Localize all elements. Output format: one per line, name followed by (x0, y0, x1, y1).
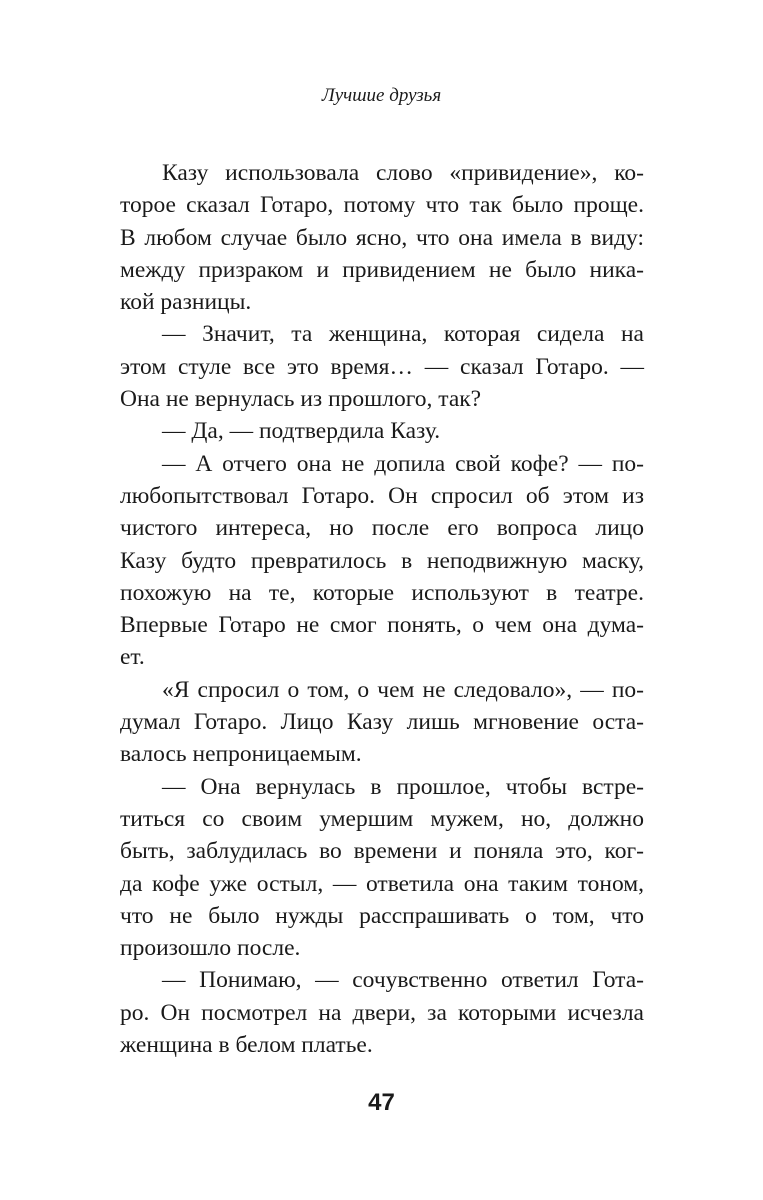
text-line: ет. (120, 644, 145, 671)
text-line: — Понимаю, — сочувственно ответил Гота- (162, 967, 644, 994)
text-line: да кофе уже остыл, — ответила она таким тоном, (120, 870, 644, 897)
text-line: любопытствовал Готаро. Он спросил об этом из (120, 482, 644, 509)
text-line: валось непроницаемым. (120, 741, 362, 768)
text-line: чистого интереса, но после его вопроса лицо (120, 515, 644, 542)
text-line: что не было нужды расспрашивать о том, что (120, 902, 644, 929)
text-line: думал Готаро. Лицо Казу лишь мгновение оста- (120, 709, 644, 736)
text-line: В любом случае было ясно, что она имела в виду: (120, 224, 644, 251)
text-line: между призраком и привидением не было ника- (120, 256, 644, 283)
text-line: — Она вернулась в прошлое, чтобы встре- (162, 773, 644, 800)
text-line: ро. Он посмотрел на двери, за которыми исчезла (120, 999, 644, 1026)
text-line: титься со своим умершим мужем, но, должно (120, 805, 644, 832)
text-line: — А отчего она не допила свой кофе? — по- (162, 450, 644, 477)
text-line: произошло после. (120, 935, 301, 962)
text-line: Она не вернулась из прошлого, так? (120, 386, 482, 413)
page-number: 47 (368, 1089, 395, 1116)
text-line: женщина в белом платье. (120, 1032, 373, 1059)
text-line: Впервые Готаро не смог понять, о чем она дума- (120, 612, 644, 639)
running-head: Лучшие друзья (321, 85, 442, 106)
text-line: Казу будто превратилось в неподвижную маску, (120, 547, 644, 574)
text-line: «Я спросил о том, о чем не следовало», — по- (162, 676, 644, 703)
text-line: быть, заблудилась во времени и поняла это, ког- (120, 838, 644, 865)
text-line: — Да, — подтвердила Казу. (162, 418, 441, 445)
body-text (120, 157, 644, 1061)
text-line: Казу использовала слово «привидение», ко- (162, 160, 644, 186)
text-line: торое сказал Готаро, потому что так было проще. (120, 192, 644, 219)
text-line: похожую на те, которые используют в театре. (120, 579, 644, 606)
text-line: этом стуле все это время… — сказал Готаро. — (120, 353, 644, 380)
text-line: кой разницы. (120, 289, 252, 316)
text-line: — Значит, та женщина, которая сидела на (162, 321, 644, 348)
